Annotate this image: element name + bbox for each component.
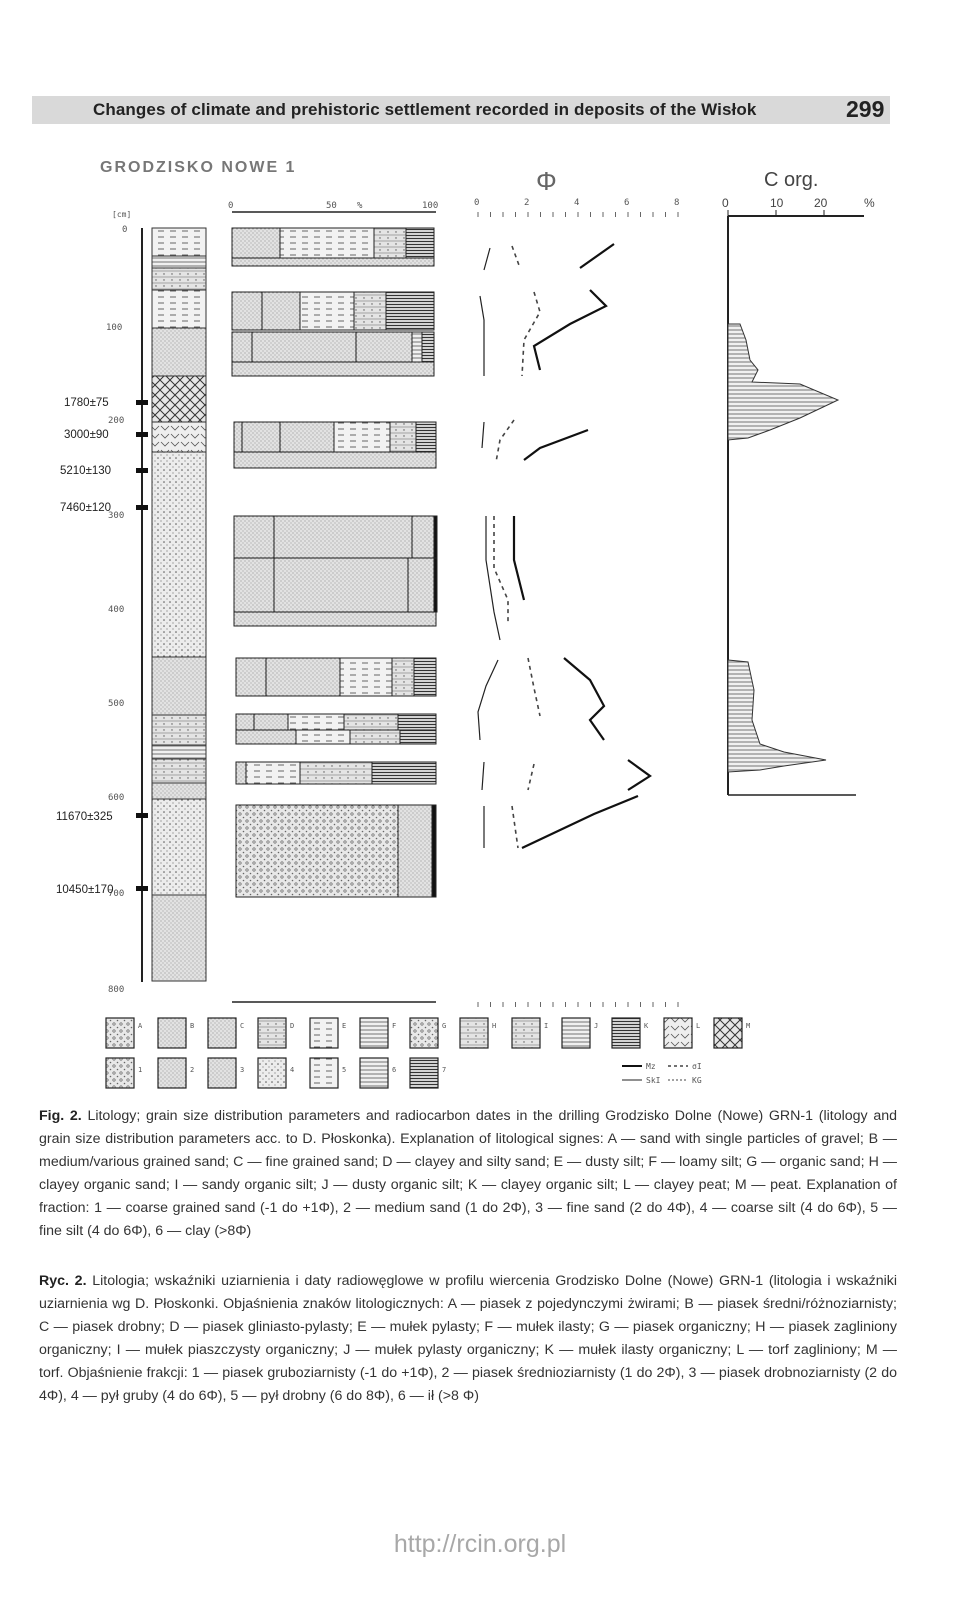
curve-sorting [478, 248, 500, 848]
legend-lith-label: H [492, 1022, 497, 1030]
legend-lith-label: K [644, 1022, 649, 1030]
fraction-legend [106, 1058, 446, 1088]
running-header-title: Changes of climate and prehistoric settlement recorded in deposits of the Wisłok [93, 100, 757, 119]
lithology-column [152, 228, 206, 981]
radiocarbon-date: 11670±325 [56, 811, 113, 823]
depth-axis [106, 210, 142, 995]
grain-axis-tick: % [357, 201, 363, 211]
depth-tick-label: 200 [108, 416, 125, 426]
grain-size-bars [232, 228, 437, 897]
legend-lith-label: J [594, 1022, 599, 1030]
depth-unit: [cm] [112, 210, 132, 219]
legend-fraction-label: 5 [342, 1066, 347, 1074]
depth-tick-label: 800 [108, 985, 125, 995]
legend-fraction-label: 2 [190, 1066, 195, 1074]
legend-lith-label: L [696, 1022, 701, 1030]
legend-curve-label: KG [692, 1076, 702, 1085]
phi-tick: 4 [574, 198, 580, 208]
grain-bar [236, 805, 436, 897]
page-number: 299 [846, 96, 885, 122]
legend-curve-label: Mz [646, 1062, 656, 1071]
site-title: GRODZISKO NOWE 1 [100, 159, 297, 176]
corg-tick: % [864, 196, 875, 210]
depth-tick-label: 600 [108, 793, 125, 803]
grain-axis-tick: 50 [326, 201, 337, 211]
radiocarbon-date: 10450±170 [56, 884, 114, 896]
grain-bar [234, 422, 436, 468]
caption-label: Ryc. 2. [39, 1273, 87, 1289]
phi-tick: 2 [524, 198, 530, 208]
radiocarbon-date: 1780±75 [64, 397, 109, 409]
legend-lith-label: B [190, 1022, 195, 1030]
radiocarbon-date: 5210±130 [60, 465, 112, 477]
phi-axis [474, 198, 679, 1007]
depth-tick-label: 700 [108, 889, 125, 899]
legend-lith-label: C [240, 1022, 245, 1030]
radiocarbon-date: 7460±120 [60, 502, 112, 514]
grain-bar [234, 558, 437, 626]
phi-tick: 6 [624, 198, 630, 208]
figure-grodzisko-profile [0, 140, 960, 1100]
caption-text: Litology; grain size distribution parameters and radiocarbon dates in the drilling Grodzisko Dolne (Nowe) GRN-1 (litology and grain size distribution parameters acc. to D. Płoskonka). Explanation of litological signes: A — sand with single particles of gravel; B — medium/various grained sand; C — fine grained sand; D — clayey and silty sand; E — dusty silt; F — loamy silt; G — organic sand; H — clayey organic sand; I — sandy organic silt; J — dusty organic silt; K — clayey organic silt; L — clayey peat; M — peat. Explanation of fraction: 1 — coarse grained sand (-1 do +1Φ), 2 — medium sand (1 do 2Φ), 3 — fine sand (2 do 4Φ), 4 — coarse silt (4 do 6Φ), 5 — fine silt (4 do 6Φ), 6 — clay (>8Φ) [39, 1108, 897, 1239]
corg-tick: 0 [722, 196, 729, 210]
legend-fraction-label: 4 [290, 1066, 295, 1074]
corg-histogram [728, 324, 838, 440]
depth-tick-label: 500 [108, 699, 125, 709]
legend-fraction-label: 6 [392, 1066, 397, 1074]
phi-curves [478, 244, 650, 848]
phi-tick: 8 [674, 198, 680, 208]
legend-fraction-label: 7 [442, 1066, 447, 1074]
footer-url: http://rcin.org.pl [393, 1530, 567, 1558]
grain-bar [234, 516, 437, 558]
legend-curve-label: SkI [646, 1076, 661, 1085]
legend-fraction-label: 3 [240, 1066, 245, 1074]
corg-tick: 20 [814, 196, 828, 210]
legend-lith-label: E [342, 1022, 347, 1030]
curve-skewness [514, 244, 650, 848]
grain-bar [232, 292, 434, 330]
radiocarbon-dates [56, 397, 148, 896]
depth-tick-label: 400 [108, 605, 125, 615]
depth-tick-label: 0 [122, 225, 128, 235]
legend-lith-label: M [746, 1022, 751, 1030]
figure-caption-english [39, 1105, 897, 1243]
caption-text: Litologia; wskaźniki uziarnienia i daty radiowęglowe w profilu wiercenia Grodzisko Dolne (Nowe) GRN-1 (litologia i wskaźniki uziarnienia wg D. Płoskonki. Objaśnienia znaków litologicznych: A — piasek z pojedynczymi żwirami; B — piasek średni/różnoziarnisty; C — piasek drobny; D — piasek gliniasto-pylasty; E — mułek pylasty; F — mułek ilasty; G — piasek organiczny; H — piasek zagliniony organiczny; I — mułek piaszczysty organiczny; J — mułek pylasty organiczny; K — mułek ilasty organiczny; L — torf zagliniony; M — torf. Objaśnienie frakcji: 1 — piasek gruboziarnisty (-1 do +1Φ), 2 — piasek średnioziarnisty (1 do 2Φ), 3 — piasek drobnoziarnisty (2 do 4Φ), 4 — pył gruby (4 do 6Φ), 5 — pył drobny (6 do 8Φ), 6 — ił (>8 Φ) [39, 1273, 897, 1404]
grain-bar [236, 714, 436, 744]
legend-fraction-label: 1 [138, 1066, 143, 1074]
phi-tick: 0 [474, 198, 480, 208]
curve-legend [622, 1062, 702, 1085]
corg-tick: 10 [770, 196, 784, 210]
legend-lith-label: A [138, 1022, 143, 1030]
grain-bar [236, 658, 436, 696]
legend-lith-label: F [392, 1022, 397, 1030]
corg-title: C org. [764, 169, 819, 191]
grain-axis-tick: 100 [422, 201, 439, 211]
depth-tick-label: 300 [108, 511, 125, 521]
radiocarbon-date: 3000±90 [64, 429, 109, 441]
legend-lith-label: D [290, 1022, 295, 1030]
legend-lith-label: G [442, 1022, 447, 1030]
curve-mean [494, 246, 540, 848]
grain-bar [236, 762, 436, 784]
figure-caption-polish [39, 1270, 897, 1408]
lithology-legend [106, 1018, 750, 1048]
grain-axis-tick: 0 [228, 201, 234, 211]
grain-bar [232, 228, 434, 266]
corg-histogram [728, 660, 826, 772]
legend-lith-label: I [544, 1022, 549, 1030]
caption-label: Fig. 2. [39, 1108, 82, 1124]
depth-tick-label: 100 [106, 323, 123, 333]
grain-bar [232, 332, 434, 376]
legend-curve-label: σI [692, 1062, 702, 1071]
phi-title: Φ [536, 166, 557, 196]
